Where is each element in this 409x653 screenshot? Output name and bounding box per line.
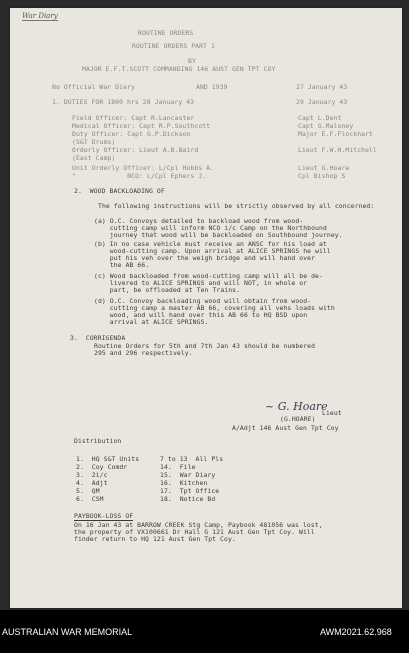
duty-role-5: Orderly Officer: Lieut A.B.Baird: [72, 146, 199, 154]
meta-label-2: 1. DUTIES FOR 1800 hrs 28 January 43: [52, 98, 195, 106]
distribution-right-5: 17. Tpt Office: [160, 487, 220, 495]
footer-accession-number: AWM2021.62.968: [320, 627, 392, 637]
duty-next-8: Cpl Bishop S: [298, 172, 346, 180]
distribution-left-4: 4. Adjt: [76, 479, 108, 487]
distribution-right-2: 14. File: [160, 463, 196, 471]
header-line-3: BY: [188, 57, 196, 65]
handwritten-signature: ~ G. Hoare: [265, 400, 328, 413]
duty-role-7: Unit Orderly Officer: L/Cpl Hobbs A.: [72, 164, 215, 172]
duty-next-1: Capt L.Dent: [298, 114, 342, 122]
pencil-annotation: War Diary: [22, 12, 58, 20]
paybook-text: On 16 Jan 43 at BARROW CREEK Stg Camp, Paybook 481056 was lost, the property of VX100661 Dr Hall G 121 Aust Gen Tpt Coy. Will finder return to HQ 121 Aust Gen Tpt Coy.: [74, 521, 323, 543]
duty-role-3: Duty Officer: Capt G.P.Dickson: [72, 130, 191, 138]
paybook-title: PAYBOOK-LOSS OF: [74, 512, 134, 520]
signature-name: (G.HOARE): [280, 415, 316, 423]
distribution-title: Distribution: [74, 437, 122, 445]
section-3-text: Routine Orders for 5th and 7th Jan 43 should be numbered 295 and 296 respectively.: [94, 342, 316, 357]
distribution-left-6: 6. CSM: [76, 495, 104, 503]
section-2-item-d: (d) O.C. Convoy backloading wood will obtain from wood- cutting camp a master AB 66, covering all vehs loads with wood, and will hand over this AB 66 to HQ BSD upon arrival at ALICE SPRINGS.: [94, 297, 335, 326]
meta-label-1: No Official War Diary: [52, 83, 135, 91]
meta-date-2: 29 January 43: [296, 98, 348, 106]
footer-bar: [0, 610, 409, 653]
distribution-left-5: 5. QM: [76, 487, 100, 495]
distribution-right-6: 18. Notice Bd: [160, 495, 216, 503]
header-line-1: ROUTINE ORDERS: [138, 29, 194, 37]
distribution-right-1: 7 to 13 All Pls: [160, 455, 224, 463]
duty-role-8: " NCO: L/Cpl Ephers J.: [72, 172, 207, 180]
section-2-title: 2. WOOD BACKLOADING OF: [74, 187, 165, 195]
section-3-title: 3. CORRIGENDA: [70, 334, 126, 342]
duty-role-4: (S&T Drums): [72, 138, 116, 146]
duty-next-5: Lieut F.W.H.Mitchell: [298, 146, 377, 154]
duty-role-1: Field Officer: Capt R.Lancaster: [72, 114, 195, 122]
footer-institution: AUSTRALIAN WAR MEMORIAL: [2, 627, 133, 637]
distribution-left-1: 1. HQ S&T Units: [76, 455, 140, 463]
header-line-4: MAJOR E.F.T.SCOTT COMMANDING 146 AUST GEN TPT COY: [82, 65, 276, 73]
distribution-right-3: 15. War Diary: [160, 471, 216, 479]
signature-title: A/Adjt 146 Aust Gen Tpt Coy: [232, 424, 339, 432]
section-2-item-a: (a) O.C. Convoys detailed to backload wood from wood- cutting camp will inform NCO i/c Camp on the Northbound journey that wood will be backloaded on Southbound journey.: [94, 217, 343, 239]
distribution-left-3: 3. 2i/c: [76, 471, 108, 479]
duty-next-7: Lieut G.Hoare: [298, 164, 350, 172]
section-2-item-b: (b) In no case vehicle must receive an ANSC for his load at wood-cutting camp. Upon arrival at ALICE SPRINGS he will put his veh over the weigh bridge and will hand over the AB 66.: [94, 240, 331, 269]
section-2-intro: The following instructions will be strictly observed by all concerned:: [98, 202, 375, 210]
duty-next-2: Capt G.Maloney: [298, 122, 354, 130]
section-2-item-c: (c) Wood backloaded from wood-cutting camp will all be de- livered to ALICE SPRINGS and will NOT, in whole or part, be offloaded at Ten Trains.: [94, 272, 323, 294]
duty-role-2: Medical Officer: Capt R.P.Southcott: [72, 122, 211, 130]
distribution-left-2: 2. Coy Comdr: [76, 463, 128, 471]
distribution-right-4: 16. Kitchen: [160, 479, 208, 487]
duty-next-3: Major E.F.Flockhart: [298, 130, 374, 138]
signature-rank: Lieut: [322, 409, 342, 417]
meta-date-1: 27 January 43: [296, 83, 348, 91]
duty-role-6: (East Camp): [72, 154, 116, 162]
meta-value-1: AND 1939: [196, 83, 228, 91]
header-line-2: ROUTINE ORDERS PART 1: [132, 42, 215, 50]
